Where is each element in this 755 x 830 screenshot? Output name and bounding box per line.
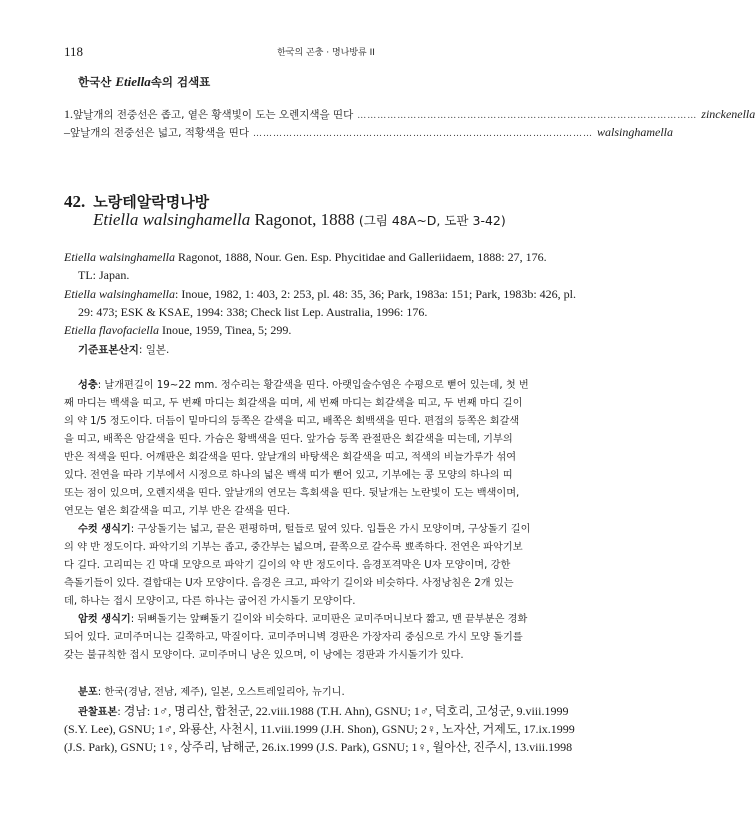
description-line [78, 521, 576, 539]
female-genitalia-label: 암컷 생식기 [78, 614, 131, 625]
text-run: : 구상돌기는 넓고, 끝은 편평하며, 털들로 덮여 있다. 입틀은 가시 모양이며, 구상돌기 길이 [130, 524, 531, 535]
key-entry-result: zinckenella [701, 107, 755, 121]
description-line: 의 약 반 정도이다. 파악기의 기부는 좁고, 중간부는 넓으며, 끝쪽으로 갈수록 뾰족하다. 전연은 파악기보 [64, 542, 523, 553]
distribution-line [78, 684, 576, 702]
description-line: 을 띠고, 배쪽은 암갈색을 띤다. 가슴은 황백색을 띤다. 앞가슴 등쪽 관절판은 회갈색을 띠는데, 기부의 [64, 434, 513, 445]
synonymy-line [64, 285, 584, 303]
species-author-year: Ragonot, 1888 [250, 210, 359, 229]
key-entry-number: – [64, 125, 70, 139]
description-line: 연모는 옅은 회갈색을 띠고, 기부 반은 갈색을 띤다. [64, 506, 290, 517]
synonymy-line [64, 248, 584, 266]
description-line: 다 길다. 고리띠는 긴 막대 모양으로 파악기 길이의 약 반 정도이다. 음경포격막은 U자 모양이며, 강한 [64, 560, 511, 571]
species-number: 42. [64, 192, 86, 211]
species-korean-name: 노랑테알락명나방 [93, 193, 210, 211]
description-line: 갖는 불규칙한 접시 모양이다. 교미주머니 낭은 있으며, 이 낭에는 경판과 가시돌기가 있다. [64, 650, 464, 661]
species-scientific-line [93, 210, 506, 230]
description-line [78, 377, 576, 395]
description-line: 측돌기들이 있다. 결합대는 U자 모양이다. 음경은 크고, 파악기 길이와 비슷하다. 사정낭침은 2개 있는 [64, 578, 514, 589]
material-line: (J.S. Park), GSNU; 1♀, 상주리, 남해군, 26.ix.1999 (J.S. Park), GSNU; 1♀, 월아산, 진주시, 13.viii.1998 [64, 740, 573, 754]
synonymy-line [64, 321, 584, 339]
description-line: 의 약 1/5 정도이다. 더듬이 밑마디의 등쪽은 갈색을 띠고, 배쪽은 회백색을 띤다. 편접의 등쪽은 회갈색 [64, 416, 520, 427]
key-entry-result: walsinghamella [596, 125, 673, 139]
type-locality-label: 기준표본산지 [78, 344, 139, 356]
type-locality [78, 340, 598, 359]
synonym-name: Etiella flavofaciella [64, 323, 159, 337]
running-title: 한국의 곤충 · 명나방류 II [277, 48, 375, 58]
key-entry-text: 앞날개의 전중선은 넓고, 적황색을 띤다 [70, 127, 249, 139]
synonym-citation: 29: 473; ESK & KSAE, 1994: 338; Check list Lep. Australia, 1996: 176. [78, 305, 428, 319]
page-header [60, 44, 592, 60]
leader-dots: ………………………………………………………………………………………… [357, 111, 698, 121]
key-entry-number: 1. [64, 107, 73, 121]
description-line: 째 마디는 백색을 띠고, 두 번째 마디는 회갈색을 띠며, 세 번째 마디는 회갈색을 띠고, 두 번째 마디 길이 [64, 398, 523, 409]
text-run: : 날개편길이 19~22 mm. 정수리는 황갈색을 띤다. 아랫입술수염은 수평으로 뻗어 있는데, 첫 번 [97, 380, 529, 391]
description-line: 있다. 전연을 따라 기부에서 시정으로 하나의 넓은 백색 띠가 뻗어 있고, 기부에는 콩 모양의 하나의 띠 [64, 470, 513, 481]
key-entry-text: 앞날개의 전중선은 좁고, 옅은 황색빛이 도는 오렌지색을 띤다 [73, 109, 354, 121]
leader-dots: ………………………………………………………………………………………… [252, 129, 593, 139]
synonymy-line [78, 303, 598, 321]
text-run: : 경남: 1♂, 명리산, 합천군, 22.viii.1988 (T.H. Ahn), GSNU; 1♂, 덕호리, 고성군, 9.viii.1999 [117, 704, 569, 718]
species-scientific-name: Etiella walsinghamella [93, 210, 251, 229]
synonym-citation: Inoue, 1959, Tinea, 5; 299. [158, 323, 292, 337]
adult-label: 성충 [78, 380, 98, 391]
synonym-name: Etiella walsinghamella [64, 287, 175, 301]
synonym-citation: : Inoue, 1982, 1: 403, 2: 253, pl. 48: 35, 36; Park, 1983a: 151; Park, 1983b: 426, pl. [175, 287, 576, 301]
synonymy-line [78, 266, 598, 284]
key-entry [64, 125, 673, 141]
figure-reference: (그림 48A~D, 도판 3-42) [358, 213, 506, 228]
species-heading [64, 191, 209, 212]
distribution-value: : 한국(경남, 전남, 제주), 일본, 오스트레일리아, 뉴기니. [97, 687, 345, 698]
key-title-suffix: 속의 검색표 [150, 75, 211, 89]
material-label: 관찰표본 [78, 707, 118, 718]
text-run: : 뒤뼈돌기는 앞뼈돌기 길이와 비슷하다. 교미판은 교미주머니보다 짧고, 맨 끝부분은 경화 [130, 614, 528, 625]
key-entry [64, 107, 755, 123]
type-locality-value: : 일본. [138, 344, 170, 356]
description-line [78, 611, 576, 629]
key-title [78, 74, 210, 90]
male-genitalia-label: 수컷 생식기 [78, 524, 131, 535]
description-line: 되어 있다. 교미주머니는 길쭉하고, 막질이다. 교미주머니벽 경판은 가장자리 중심으로 가시 모양 돌기를 [64, 632, 523, 643]
material-line: (S.Y. Lee), GSNU; 1♂, 와룡산, 사천시, 11.viii.1999 (J.H. Shon), GSNU; 2♀, 노자산, 거제도, 17.ix.1999 [64, 722, 575, 736]
description-line: 또는 점이 있으며, 오렌지색을 띤다. 앞날개의 연모는 흑회색을 띤다. 뒷날개는 노란빛이 도는 백색이며, [64, 488, 520, 499]
synonym-citation: Ragonot, 1888, Nour. Gen. Esp. Phycitidae and Galleriidaem, 1888: 27, 176. [175, 250, 547, 264]
synonym-name: Etiella walsinghamella [64, 250, 175, 264]
key-title-genus: Etiella [115, 74, 151, 89]
synonym-citation: TL: Japan. [78, 268, 130, 282]
key-title-prefix: 한국산 [78, 75, 116, 89]
description-line: 데, 하나는 접시 모양이고, 다른 하나는 굽어진 가시돌기 모양이다. [64, 596, 356, 607]
distribution-label: 분포 [78, 687, 98, 698]
page-number: 118 [64, 44, 84, 59]
description-line: 반은 적색을 띤다. 어깨판은 회갈색을 띤다. 앞날개의 바탕색은 회갈색을 띠고, 적색의 비늘가루가 섞여 [64, 452, 517, 463]
material-line [78, 702, 576, 722]
